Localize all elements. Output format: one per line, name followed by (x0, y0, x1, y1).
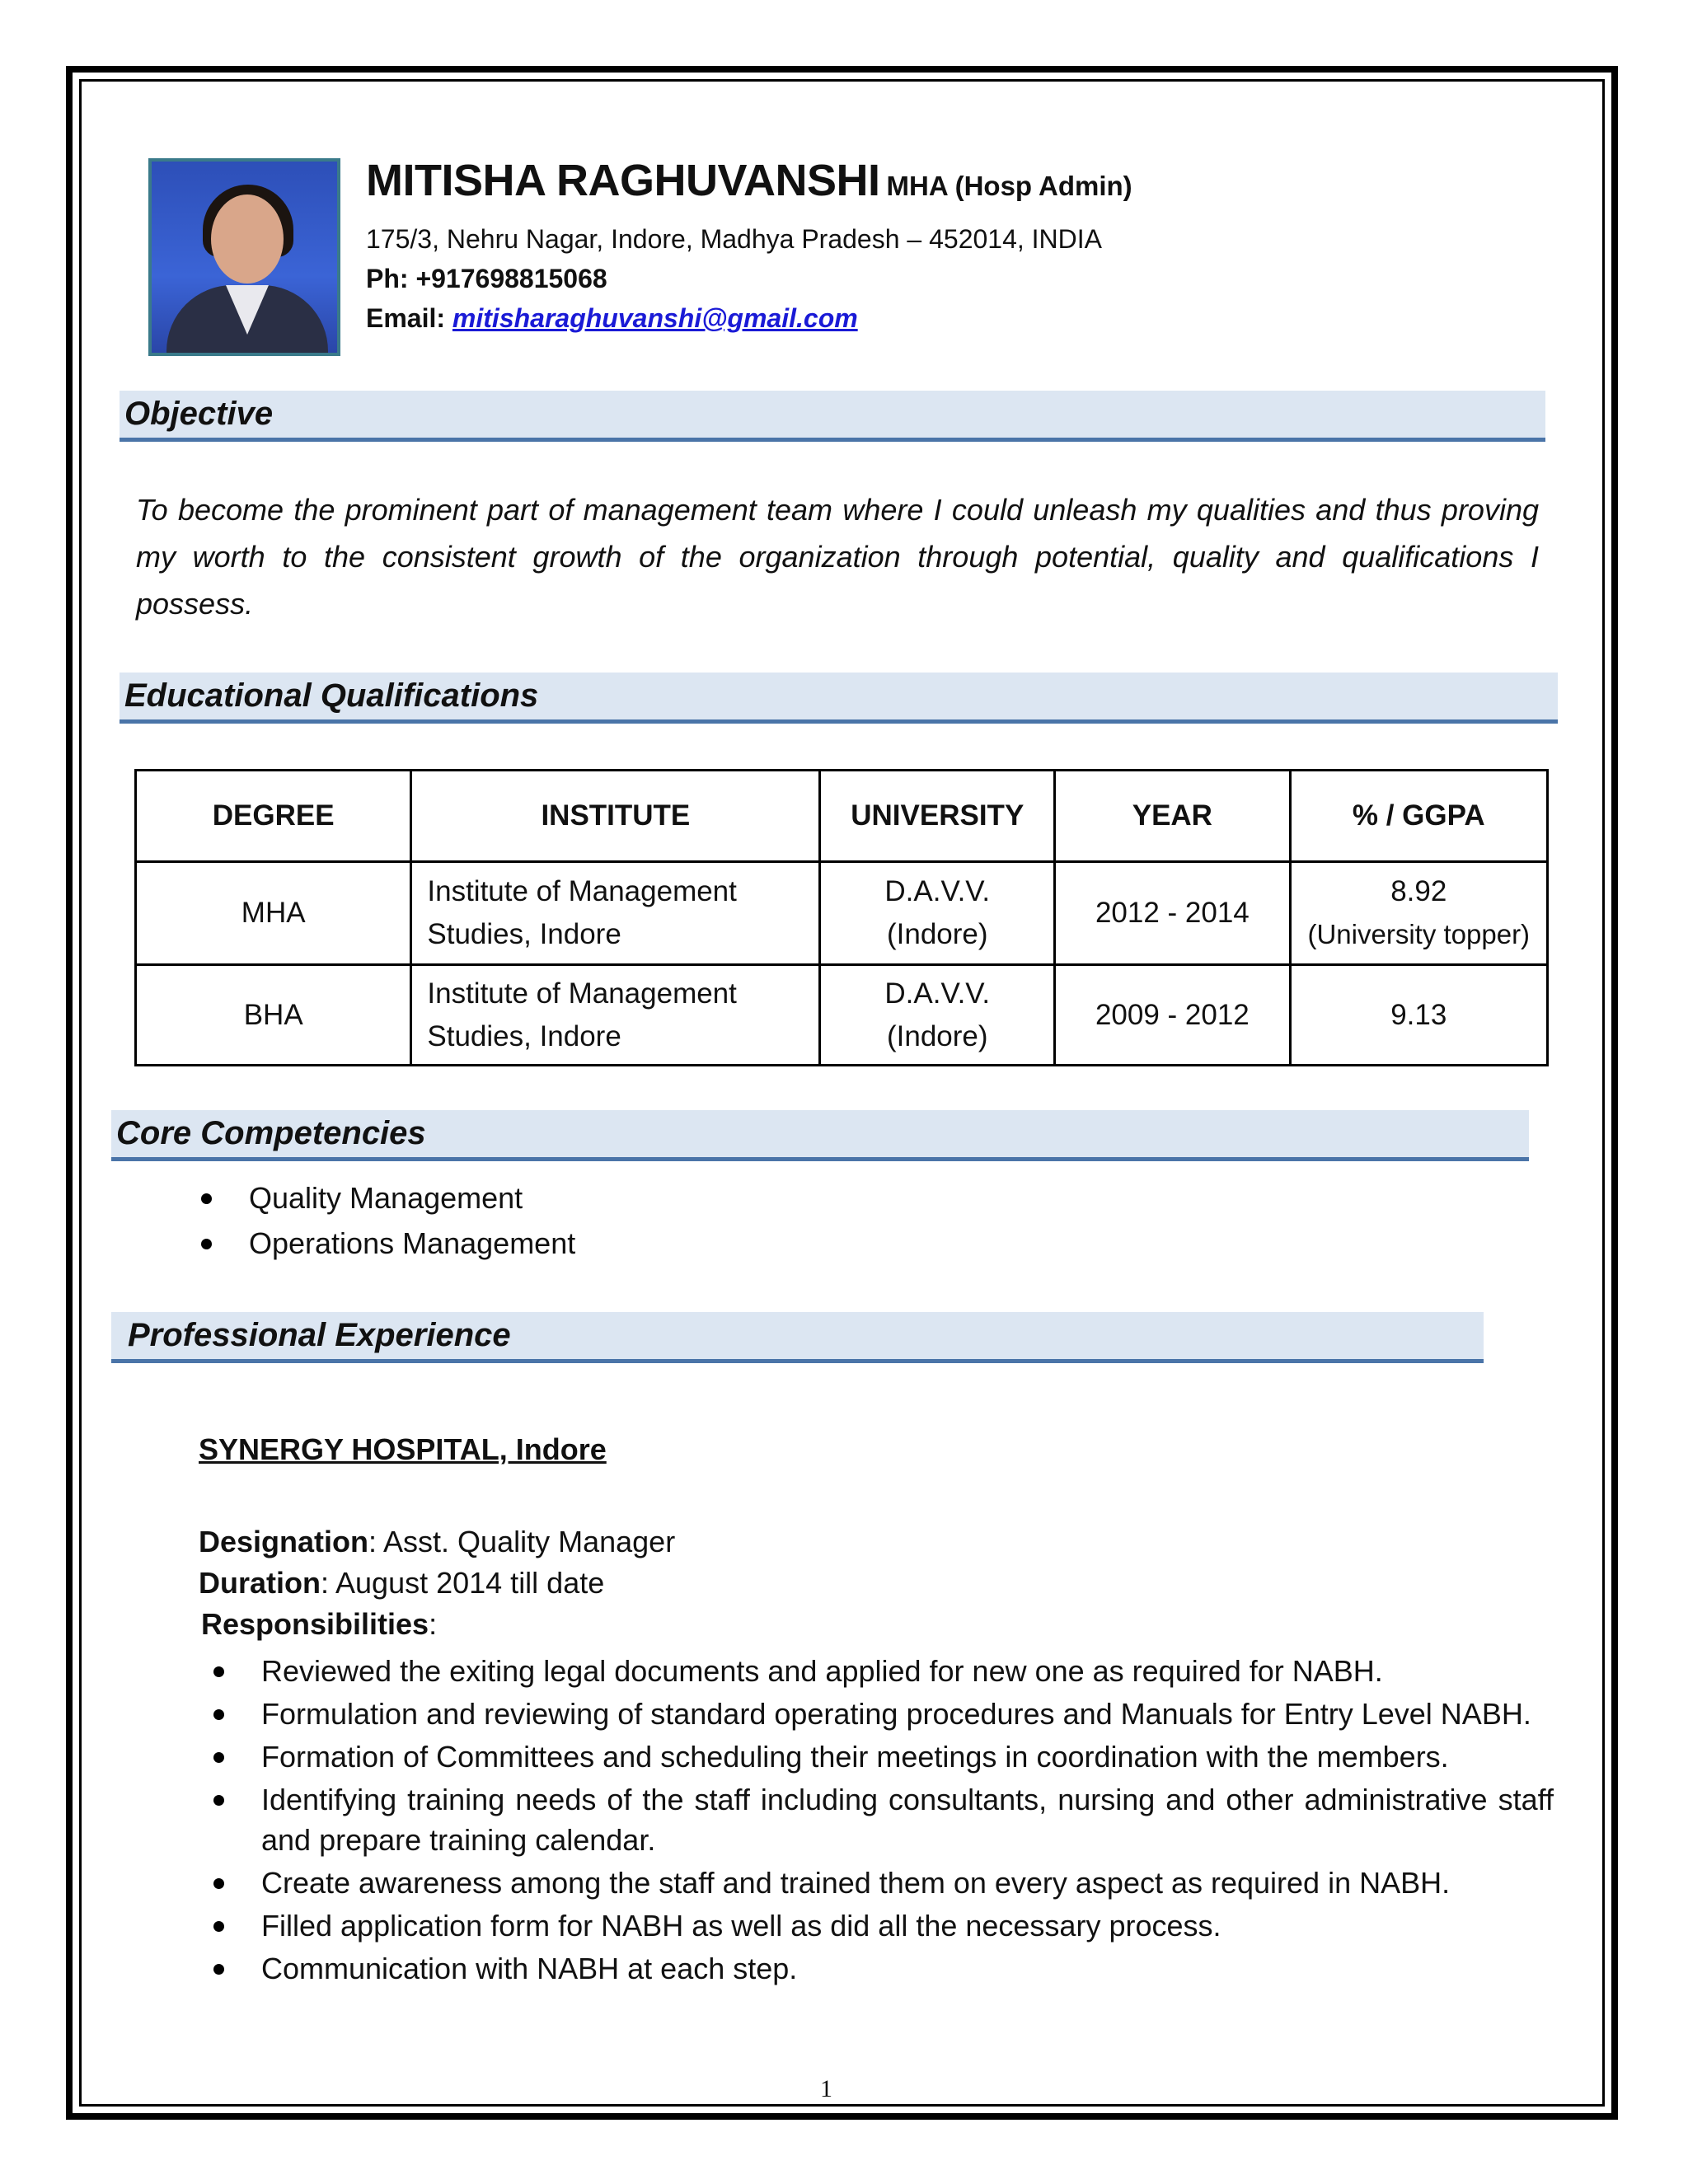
table-row (136, 862, 1548, 965)
score-cell: 9.13 (1290, 965, 1547, 1066)
designation-line (199, 1525, 675, 1559)
university-cell (820, 965, 1055, 1066)
university-cell (820, 862, 1055, 965)
profile-photo (148, 158, 340, 356)
objective-text: To become the prominent part of management team where I could unleash my qualities and thus proving my worth to the consistent growth of the organization through potential, quality and qualifications I possess. (136, 493, 1539, 621)
degree-cell: MHA (136, 862, 411, 965)
candidate-name: MITISHA RAGHUVANSHI (366, 156, 880, 205)
table-header-cell: INSTITUTE (411, 771, 820, 862)
designation-value: : Asst. Quality Manager (368, 1525, 676, 1558)
email-line (366, 303, 858, 334)
year-cell: 2009 - 2012 (1055, 965, 1290, 1066)
table-header-cell: UNIVERSITY (820, 771, 1055, 862)
duration-label: Duration (199, 1566, 321, 1600)
responsibilities-label: Responsibilities (201, 1607, 429, 1641)
university-line: (Indore) (886, 918, 988, 950)
institute-cell (411, 965, 820, 1066)
list-item: Communication with NABH at each step. (210, 1948, 1554, 1989)
phone: Ph: +917698815068 (366, 264, 607, 293)
list-item: Create awareness among the staff and trained them on every aspect as required in NABH. (210, 1863, 1554, 1903)
table-header-cell: % / GGPA (1290, 771, 1547, 862)
year-cell: 2012 - 2014 (1055, 862, 1290, 965)
responsibilities-list (210, 1651, 1554, 1991)
list-item: Reviewed the exiting legal documents and applied for new one as required for NABH. (210, 1651, 1554, 1691)
name-line (366, 155, 1132, 206)
degree-cell: BHA (136, 965, 411, 1066)
email-link[interactable]: mitisharaghuvanshi@gmail.com (452, 303, 858, 333)
score-value: 8.92 (1390, 875, 1447, 907)
institute-line: Studies, Indore (427, 918, 621, 950)
table-header-cell: DEGREE (136, 771, 411, 862)
score-cell (1290, 862, 1547, 965)
section-header-experience: Professional Experience (111, 1312, 1484, 1363)
competencies-list (198, 1175, 575, 1266)
institute-cell (411, 862, 820, 965)
table-row (136, 965, 1548, 1066)
list-item: Formulation and reviewing of standard operating procedures and Manuals for Entry Level NABH. (210, 1694, 1554, 1734)
address: 175/3, Nehru Nagar, Indore, Madhya Pradesh – 452014, INDIA (366, 224, 1102, 254)
list-item: Filled application form for NABH as well as did all the necessary process. (210, 1905, 1554, 1946)
list-item: Operations Management (198, 1221, 575, 1266)
page-number: 1 (820, 2075, 832, 2102)
candidate-credential: MHA (Hosp Admin) (886, 171, 1132, 201)
institute-line: Institute of Management (427, 977, 737, 1010)
list-item: Identifying training needs of the staff including consultants, nursing and other administrative staff and prepare training calendar. (210, 1779, 1554, 1860)
university-line: (Indore) (886, 1019, 988, 1052)
section-header-competencies: Core Competencies (111, 1110, 1529, 1161)
list-item: Formation of Committees and scheduling their meetings in coordination with the members. (210, 1736, 1554, 1777)
institute-line: Institute of Management (427, 875, 737, 907)
section-header-objective: Objective (120, 391, 1545, 442)
university-line: D.A.V.V. (884, 977, 991, 1010)
institute-line: Studies, Indore (427, 1019, 621, 1052)
list-item: Quality Management (198, 1175, 575, 1221)
table-header-cell: YEAR (1055, 771, 1290, 862)
designation-label: Designation (199, 1525, 369, 1558)
responsibilities-colon: : (429, 1607, 438, 1641)
section-header-education: Educational Qualifications (120, 673, 1558, 724)
education-table (134, 769, 1549, 1066)
university-line: D.A.V.V. (884, 875, 991, 907)
duration-line (199, 1566, 604, 1601)
email-label: Email: (366, 303, 446, 333)
company-name: SYNERGY HOSPITAL, Indore (199, 1432, 607, 1466)
responsibilities-line (201, 1607, 437, 1642)
table-header-row (136, 771, 1548, 862)
duration-value: : August 2014 till date (321, 1566, 605, 1600)
score-note: (University topper) (1307, 919, 1531, 949)
